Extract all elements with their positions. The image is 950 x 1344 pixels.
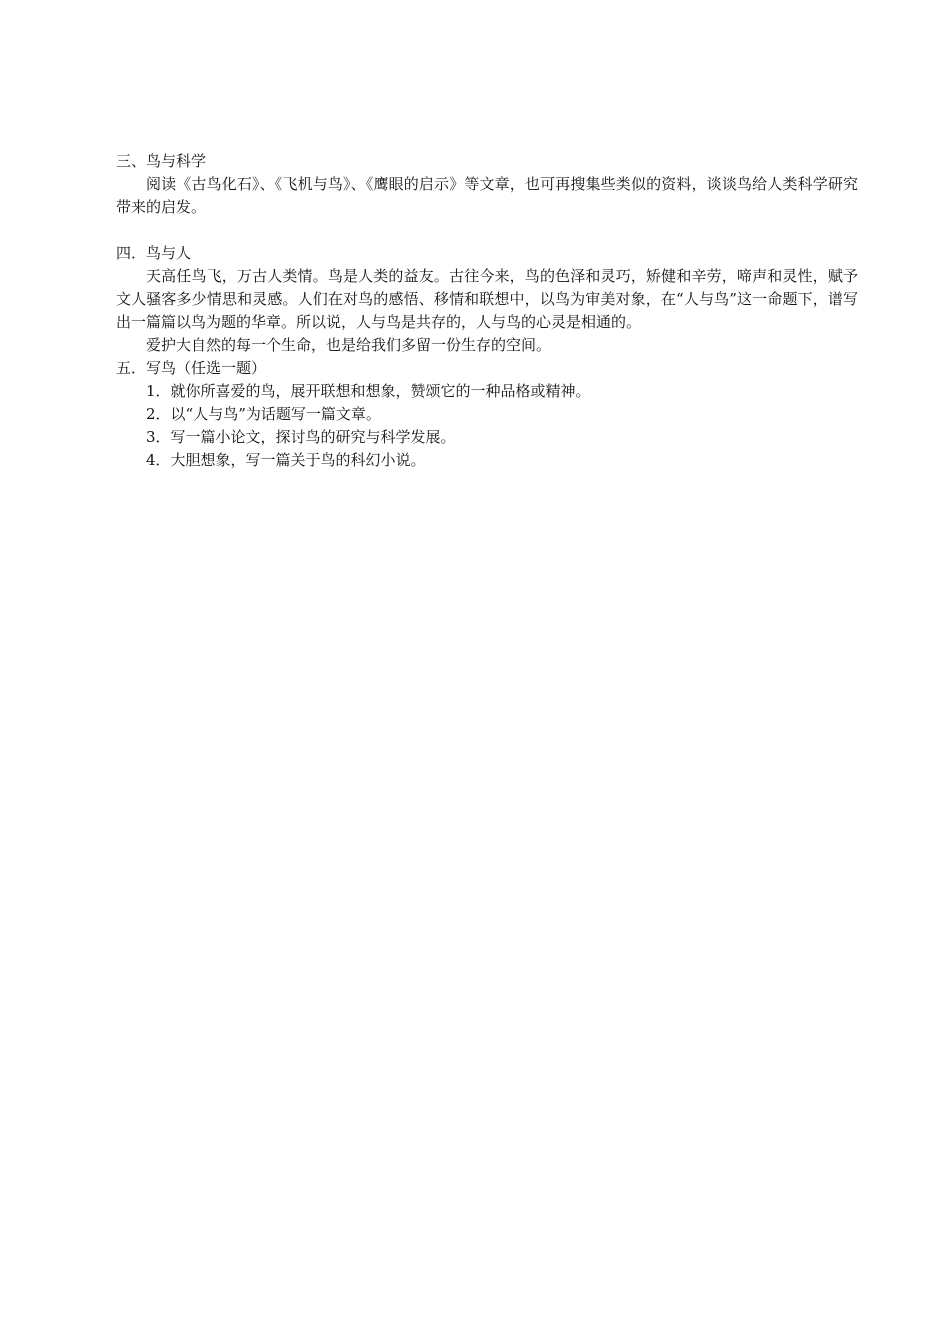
section-bird-and-people	[116, 242, 858, 357]
document-body	[116, 150, 858, 472]
section-5-heading: 五．写鸟（任选一题）	[116, 359, 267, 377]
list-item: 3．写一篇小论文，探讨鸟的研究与科学发展。	[146, 428, 456, 446]
section-write-about-birds	[116, 357, 858, 472]
list-item: 4．大胆想象，写一篇关于鸟的科幻小说。	[146, 451, 426, 469]
section-bird-and-science	[116, 150, 858, 219]
section-spacer	[116, 219, 858, 242]
section-3-heading: 三、鸟与科学	[116, 152, 207, 170]
section-4-heading: 四．鸟与人	[116, 244, 192, 262]
section-3-paragraph: 阅读《古鸟化石》、《飞机与鸟》、《鹰眼的启示》等文章，也可再搜集些类似的资料，谈谈鸟给人类科学研究带来的启发。	[116, 175, 858, 216]
list-item: 2．以“人与鸟”为话题写一篇文章。	[146, 405, 381, 423]
section-4-paragraph-2: 爱护大自然的每一个生命，也是给我们多留一份生存的空间。	[146, 336, 552, 354]
list-item: 1．就你所喜爱的鸟，展开联想和想象，赞颂它的一种品格或精神。	[146, 382, 591, 400]
section-4-paragraph-1: 天高任鸟飞，万古人类情。鸟是人类的益友。古往今来，鸟的色泽和灵巧，矫健和辛劳，啼声和灵性，赋予文人骚客多少情思和灵感。人们在对鸟的感悟、移情和联想中，以鸟为审美对象，在“人与鸟”这一命题下，谱写出一篇篇以鸟为题的华章。所以说，人与鸟是共存的，人与鸟的心灵是相通的。	[116, 267, 858, 331]
